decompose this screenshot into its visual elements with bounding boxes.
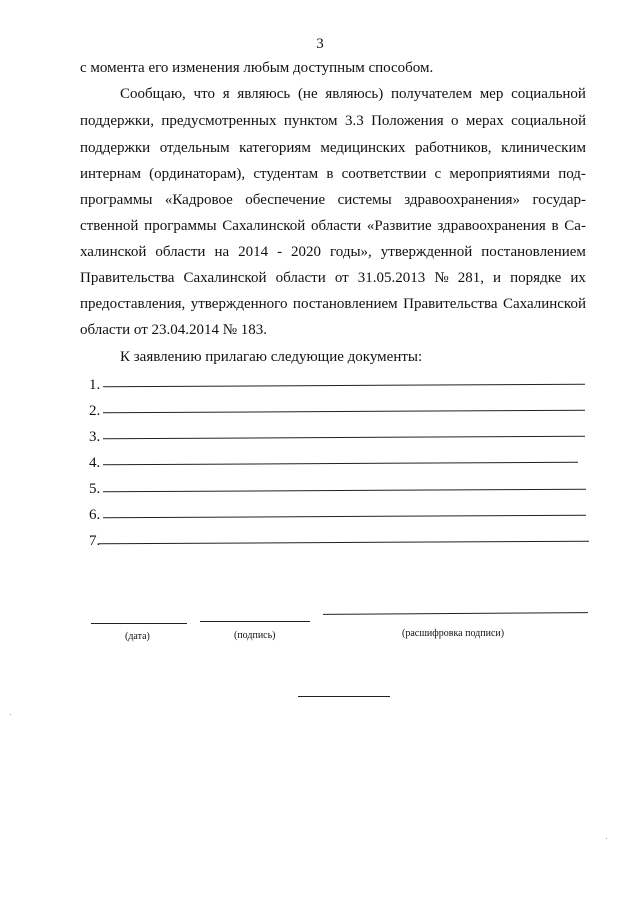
paragraph-line [80, 113, 586, 130]
date-caption: (дата) [125, 631, 150, 642]
word: Положения [371, 113, 444, 129]
word: здравоохранения [437, 218, 546, 234]
paragraph-continuation: с момента его изменения любым доступным способом. [80, 60, 434, 76]
word: Сахалинской [222, 218, 306, 234]
paragraph-line: области от 23.04.2014 № 183. [80, 322, 268, 338]
word: 2020 [291, 244, 322, 260]
word: обеспечение [245, 192, 326, 208]
word: «Кадровое [164, 192, 233, 208]
attachment-number-1: 1. [89, 377, 101, 393]
attachment-number-6: 6. [89, 507, 101, 523]
word: Сахалинской [502, 296, 586, 312]
word: области [275, 270, 326, 286]
paragraph-line [80, 270, 586, 287]
signature-transcript-line[interactable] [323, 612, 588, 615]
word: о [451, 113, 459, 129]
word: я [222, 86, 230, 102]
word: постановлением [292, 296, 398, 312]
word: (не [297, 86, 318, 102]
word: годы», [330, 244, 372, 260]
scan-speck [10, 714, 11, 715]
signature-transcript-caption: (расшифровка подписи) [402, 628, 505, 639]
attachment-line-7[interactable] [99, 541, 589, 545]
word: Сахалинской [183, 270, 267, 286]
word: утвержденной [380, 244, 473, 260]
word: медицинских [320, 140, 406, 156]
word: от [334, 270, 349, 286]
attachment-line-1[interactable] [103, 384, 585, 388]
word: и [493, 270, 502, 286]
word: что [193, 86, 215, 102]
word: 3.3 [344, 113, 364, 129]
word: Правительства [80, 270, 175, 286]
word: студентам [253, 166, 319, 182]
word: программы [144, 218, 217, 234]
paragraph-line [80, 140, 586, 157]
word: 281, [457, 270, 484, 286]
word: 31.05.2013 [357, 270, 426, 286]
signature-line[interactable] [200, 621, 310, 622]
paragraph-line [80, 244, 586, 261]
date-line[interactable] [91, 623, 187, 624]
word: являюсь [237, 86, 291, 102]
word: поддержки, [80, 113, 154, 129]
paragraph-line [80, 218, 586, 235]
attachments-intro: К заявлению прилагаю следующие документы: [120, 349, 423, 365]
word: социальной [511, 113, 586, 129]
word: социальной [511, 86, 586, 102]
word: соответствии [341, 166, 427, 182]
word: в [551, 218, 559, 234]
attachment-line-6[interactable] [103, 515, 586, 519]
attachment-number-4: 4. [89, 455, 101, 471]
attachment-line-5[interactable] [103, 489, 586, 493]
word: порядке [510, 270, 562, 286]
word: категориям [239, 140, 311, 156]
word: интернам [80, 166, 141, 182]
word: халинской [80, 244, 147, 260]
attachment-number-7: 7. [89, 533, 101, 549]
word: клиническим [501, 140, 586, 156]
word: на [214, 244, 230, 260]
paragraph-line [80, 192, 586, 209]
scan-speck [606, 838, 607, 839]
word: под- [558, 166, 586, 182]
word: здравоохранения» [404, 192, 521, 208]
word: области [311, 218, 362, 234]
word: с [434, 166, 442, 182]
attachment-line-3[interactable] [103, 436, 585, 440]
word: получателем [390, 86, 472, 102]
word: Са- [564, 218, 586, 234]
word: Сообщаю, [120, 86, 186, 102]
word: «Развитие [366, 218, 432, 234]
attachment-line-4[interactable] [103, 462, 578, 465]
word: № [434, 270, 449, 286]
word: системы [337, 192, 392, 208]
word: ственной [80, 218, 139, 234]
word: работников, [415, 140, 492, 156]
word: программы [80, 192, 153, 208]
word: Правительства [403, 296, 498, 312]
attachment-number-3: 3. [89, 429, 101, 445]
word: мероприятиями [449, 166, 551, 182]
word: в [326, 166, 334, 182]
word: мер [479, 86, 504, 102]
word: являюсь) [325, 86, 384, 102]
word: утвержденного [190, 296, 288, 312]
word: поддержки [80, 140, 151, 156]
word: пунктом [283, 113, 338, 129]
paragraph-line [80, 166, 586, 183]
attachment-number-2: 2. [89, 403, 101, 419]
word: предоставления, [80, 296, 186, 312]
page-number: 3 [316, 36, 324, 52]
word: предусмотренных [161, 113, 277, 129]
paragraph-line [120, 86, 586, 103]
word: их [570, 270, 586, 286]
word: 2014 [238, 244, 269, 260]
word: отдельным [159, 140, 230, 156]
signature-caption: (подпись) [234, 630, 276, 641]
word: государ- [532, 192, 586, 208]
word: области [155, 244, 206, 260]
attachment-line-2[interactable] [103, 410, 585, 414]
word: мерах [465, 113, 504, 129]
word: - [277, 244, 283, 260]
word: (ординаторам), [149, 166, 246, 182]
closing-separator [298, 696, 390, 697]
paragraph-line [80, 296, 586, 313]
attachment-number-5: 5. [89, 481, 101, 497]
word: постановлением [481, 244, 586, 260]
